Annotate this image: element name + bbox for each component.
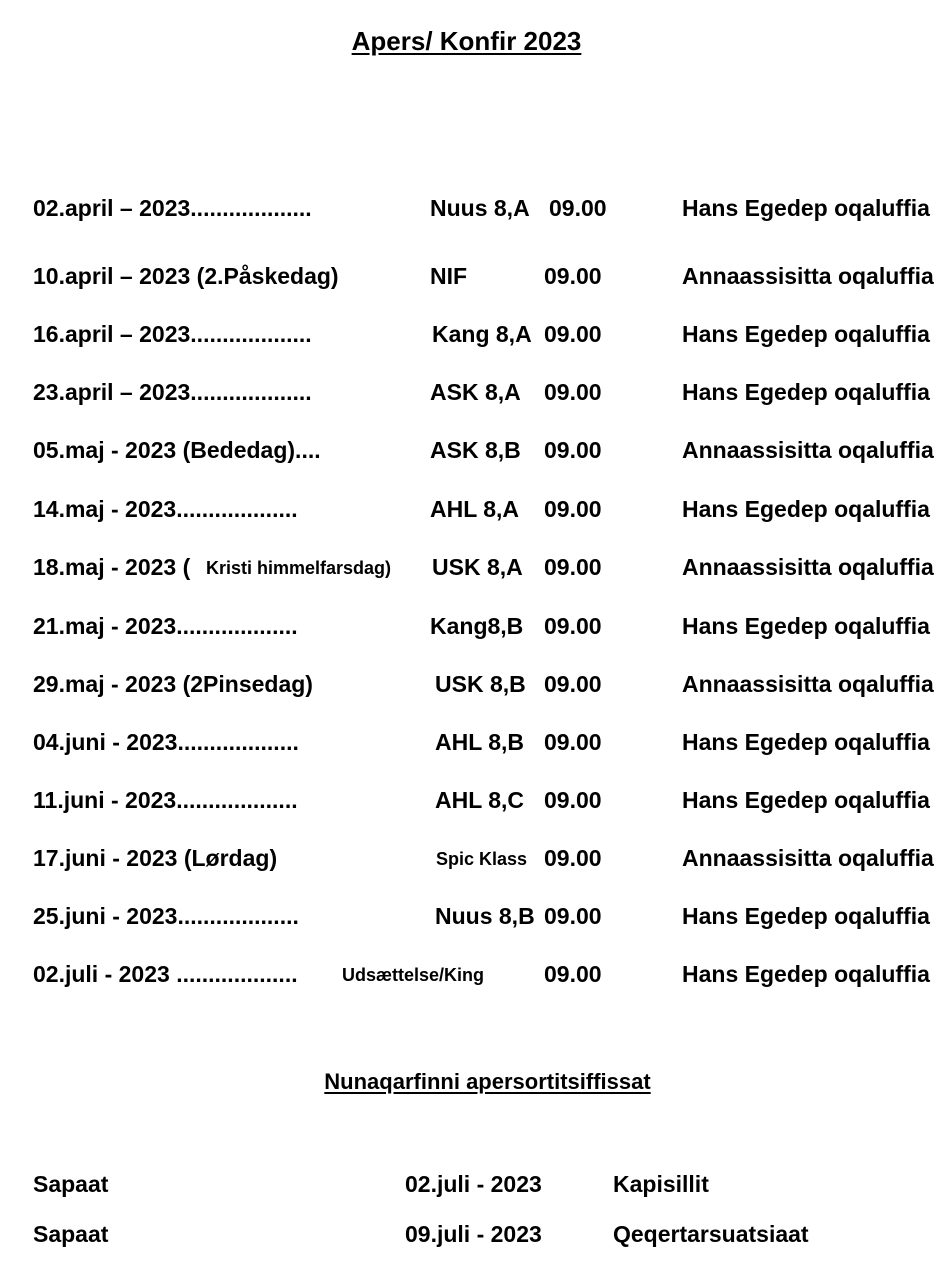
village-date: 02.juli - 2023 <box>405 1171 542 1197</box>
schedule-time: 09.00 <box>544 961 602 987</box>
schedule-time: 09.00 <box>544 321 602 347</box>
schedule-class: ASK 8,A <box>430 379 521 405</box>
table-row <box>0 845 948 877</box>
schedule-date: 18.maj - 2023 ( <box>33 554 191 580</box>
schedule-class: USK 8,B <box>435 671 526 697</box>
village-label: Sapaat <box>33 1221 109 1247</box>
schedule-note: Kristi himmelfarsdag) <box>206 558 392 578</box>
schedule-date: 17.juni - 2023 (Lørdag) <box>33 845 278 871</box>
schedule-date: 23.april – 2023................... <box>33 379 312 405</box>
villages-title: Nunaqarfinni apersortitsiffissat <box>324 1069 651 1094</box>
table-row <box>0 195 948 227</box>
table-row <box>0 437 948 469</box>
schedule-time: 09.00 <box>544 671 602 697</box>
schedule-date: 16.april – 2023................... <box>33 321 312 347</box>
schedule-church: Hans Egedep oqaluffia <box>682 496 930 522</box>
schedule-church: Hans Egedep oqaluffia <box>682 379 930 405</box>
page-title: Apers/ Konfir 2023 <box>351 26 582 56</box>
village-label: Sapaat <box>33 1171 109 1197</box>
schedule-time: 09.00 <box>544 729 602 755</box>
schedule-class: Kang8,B <box>430 613 524 639</box>
schedule-date: 21.maj - 2023................... <box>33 613 298 639</box>
schedule-time: 09.00 <box>544 437 602 463</box>
schedule-date: 29.maj - 2023 (2Pinsedag) <box>33 671 313 697</box>
schedule-date: 02.juli - 2023 ................... <box>33 961 298 987</box>
table-row <box>0 729 948 761</box>
schedule-class: Nuus 8,A <box>430 195 530 221</box>
schedule-date: 25.juni - 2023................... <box>33 903 299 929</box>
schedule-time: 09.00 <box>544 787 602 813</box>
table-row <box>0 671 948 703</box>
list-item <box>0 1171 948 1203</box>
table-row <box>0 787 948 819</box>
village-date: 09.juli - 2023 <box>405 1221 542 1247</box>
table-row <box>0 379 948 411</box>
schedule-date: 10.april – 2023 (2.Påskedag) <box>33 263 339 289</box>
table-row <box>0 496 948 528</box>
table-row <box>0 961 948 993</box>
schedule-class: USK 8,A <box>432 554 523 580</box>
village-place: Kapisillit <box>613 1171 709 1197</box>
list-item <box>0 1221 948 1253</box>
table-row <box>0 321 948 353</box>
schedule-church: Hans Egedep oqaluffia <box>682 321 930 347</box>
schedule-church: Annaassisitta oqaluffia <box>682 671 934 697</box>
schedule-date: 02.april – 2023................... <box>33 195 312 221</box>
schedule-class: Udsættelse/King <box>342 965 485 985</box>
schedule-class: AHL 8,C <box>435 787 525 813</box>
schedule-church: Annaassisitta oqaluffia <box>682 263 934 289</box>
schedule-class: AHL 8,A <box>430 496 520 522</box>
schedule-class: Spic Klass <box>436 849 528 869</box>
schedule-church: Annaassisitta oqaluffia <box>682 437 934 463</box>
schedule-time: 09.00 <box>544 613 602 639</box>
schedule-class: AHL 8,B <box>435 729 525 755</box>
schedule-time: 09.00 <box>544 496 602 522</box>
schedule-church: Hans Egedep oqaluffia <box>682 787 930 813</box>
village-place: Qeqertarsuatsiaat <box>613 1221 809 1247</box>
schedule-class: Kang 8,A <box>432 321 532 347</box>
schedule-time: 09.00 <box>544 845 602 871</box>
schedule-time: 09.00 <box>544 903 602 929</box>
schedule-class: Nuus 8,B <box>435 903 535 929</box>
schedule-date: 04.juni - 2023................... <box>33 729 299 755</box>
schedule-church: Hans Egedep oqaluffia <box>682 961 930 987</box>
schedule-date: 11.juni - 2023................... <box>33 787 298 813</box>
schedule-time: 09.00 <box>544 379 602 405</box>
schedule-church: Hans Egedep oqaluffia <box>682 195 930 221</box>
table-row <box>0 903 948 935</box>
schedule-class: NIF <box>430 263 468 289</box>
table-row <box>0 263 948 295</box>
schedule-date: 05.maj - 2023 (Bededag).... <box>33 437 321 463</box>
schedule-time: 09.00 <box>544 263 602 289</box>
table-row <box>0 554 948 586</box>
schedule-church: Hans Egedep oqaluffia <box>682 729 930 755</box>
schedule-church: Annaassisitta oqaluffia <box>682 554 934 580</box>
schedule-church: Hans Egedep oqaluffia <box>682 903 930 929</box>
schedule-church: Annaassisitta oqaluffia <box>682 845 934 871</box>
schedule-date: 14.maj - 2023................... <box>33 496 298 522</box>
schedule-time: 09.00 <box>549 195 607 221</box>
schedule-time: 09.00 <box>544 554 602 580</box>
table-row <box>0 613 948 645</box>
schedule-church: Hans Egedep oqaluffia <box>682 613 930 639</box>
schedule-class: ASK 8,B <box>430 437 521 463</box>
